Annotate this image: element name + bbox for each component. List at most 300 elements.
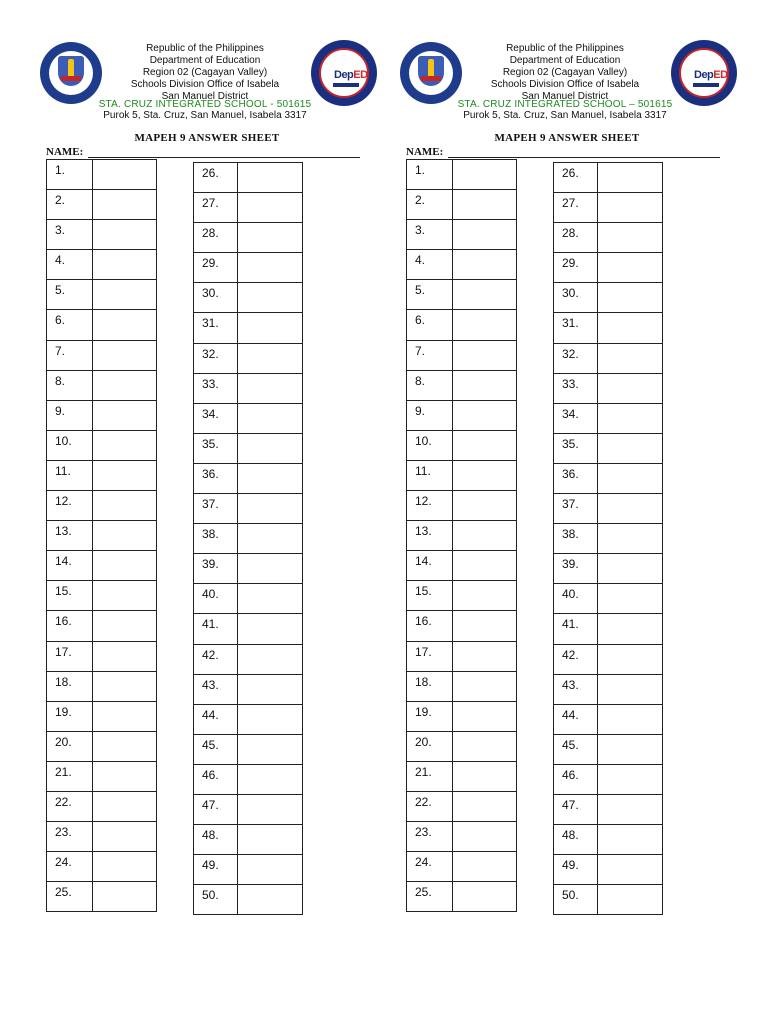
answer-row: [407, 671, 517, 701]
answer-row: [554, 584, 663, 614]
item-number: 15.: [47, 581, 93, 611]
item-number: 34.: [554, 403, 598, 433]
answer-row: [554, 855, 663, 885]
answer-box[interactable]: [453, 370, 517, 400]
answer-row: [407, 611, 517, 641]
answer-box[interactable]: [453, 280, 517, 310]
answer-box[interactable]: [598, 704, 663, 734]
name-line[interactable]: [88, 157, 360, 158]
item-number: 36.: [194, 463, 238, 493]
header-district: San Manuel District: [161, 91, 249, 102]
answer-row: [407, 701, 517, 731]
answer-box[interactable]: [93, 761, 157, 791]
answer-box[interactable]: [93, 791, 157, 821]
answer-row: [194, 494, 303, 524]
answer-row: [554, 764, 663, 794]
item-number: 31.: [554, 313, 598, 343]
answer-box[interactable]: [93, 671, 157, 701]
item-number: 38.: [554, 524, 598, 554]
item-number: 23.: [407, 822, 453, 852]
answer-box[interactable]: [598, 524, 663, 554]
name-label: NAME:: [406, 146, 444, 158]
answer-row: [47, 822, 157, 852]
header-division: Schools Division Office of Isabela: [130, 79, 280, 90]
answer-box[interactable]: [93, 611, 157, 641]
item-number: 23.: [47, 822, 93, 852]
header-division: Schools Division Office of Isabela: [490, 79, 640, 90]
answer-row: [554, 283, 663, 313]
answer-box[interactable]: [598, 253, 663, 283]
item-number: 46.: [194, 764, 238, 794]
answer-row: [47, 460, 157, 490]
answer-row: [554, 554, 663, 584]
school-seal-text: DepED: [694, 69, 728, 81]
item-number: 25.: [407, 882, 453, 912]
answer-box[interactable]: [453, 761, 517, 791]
item-number: 9.: [407, 400, 453, 430]
item-number: 32.: [554, 343, 598, 373]
answer-box[interactable]: [598, 494, 663, 524]
answer-box[interactable]: [93, 731, 157, 761]
item-number: 10.: [47, 430, 93, 460]
answer-box[interactable]: [93, 460, 157, 490]
item-number: 28.: [194, 223, 238, 253]
item-number: 22.: [47, 791, 93, 821]
answer-row: [47, 882, 157, 912]
item-number: 18.: [47, 671, 93, 701]
answer-row: [554, 223, 663, 253]
answer-box[interactable]: [238, 764, 303, 794]
answer-box[interactable]: [453, 460, 517, 490]
answer-row: [407, 160, 517, 190]
answer-row: [194, 223, 303, 253]
answer-box[interactable]: [453, 701, 517, 731]
name-field[interactable]: [46, 146, 360, 158]
answer-box[interactable]: [598, 373, 663, 403]
answer-box[interactable]: [93, 160, 157, 190]
answer-row: [194, 644, 303, 674]
answer-box[interactable]: [598, 614, 663, 644]
answer-row: [194, 193, 303, 223]
answer-row: [47, 611, 157, 641]
answer-box[interactable]: [238, 644, 303, 674]
answer-row: [407, 310, 517, 340]
answer-row: [194, 253, 303, 283]
item-number: 10.: [407, 430, 453, 460]
answer-box[interactable]: [598, 794, 663, 824]
answer-row: [194, 885, 303, 915]
answer-box[interactable]: [453, 521, 517, 551]
item-number: 43.: [194, 674, 238, 704]
answer-box[interactable]: [453, 551, 517, 581]
answer-box[interactable]: [238, 704, 303, 734]
answer-box[interactable]: [93, 641, 157, 671]
answer-box[interactable]: [93, 701, 157, 731]
answer-sheet-right: [360, 0, 744, 1024]
answer-box[interactable]: [598, 343, 663, 373]
item-number: 33.: [194, 373, 238, 403]
answer-row: [554, 885, 663, 915]
item-number: 14.: [407, 551, 453, 581]
item-number: 13.: [47, 521, 93, 551]
item-number: 8.: [47, 370, 93, 400]
answer-box[interactable]: [93, 521, 157, 551]
answer-row: [47, 190, 157, 220]
answer-box[interactable]: [93, 310, 157, 340]
item-number: 25.: [47, 882, 93, 912]
answer-box[interactable]: [453, 250, 517, 280]
answer-row: [554, 373, 663, 403]
answer-box[interactable]: [598, 223, 663, 253]
item-number: 4.: [407, 250, 453, 280]
answer-box[interactable]: [93, 340, 157, 370]
answer-row: [194, 825, 303, 855]
answer-box[interactable]: [238, 193, 303, 223]
answer-box[interactable]: [238, 855, 303, 885]
answer-row: [407, 491, 517, 521]
answer-row: [554, 614, 663, 644]
answer-box[interactable]: [238, 734, 303, 764]
answer-box[interactable]: [93, 581, 157, 611]
answer-row: [194, 463, 303, 493]
answer-box[interactable]: [238, 163, 303, 193]
item-number: 5.: [407, 280, 453, 310]
answer-row: [194, 163, 303, 193]
item-number: 21.: [407, 761, 453, 791]
item-number: 48.: [194, 825, 238, 855]
name-label: NAME:: [46, 146, 84, 158]
answer-box[interactable]: [598, 193, 663, 223]
answer-box[interactable]: [598, 554, 663, 584]
item-number: 6.: [407, 310, 453, 340]
answer-row: [47, 220, 157, 250]
answer-row: [407, 220, 517, 250]
item-number: 26.: [554, 163, 598, 193]
item-number: 29.: [194, 253, 238, 283]
school-seal-text: DepED: [334, 69, 368, 81]
answer-row: [554, 403, 663, 433]
answer-row: [194, 734, 303, 764]
answer-box[interactable]: [598, 734, 663, 764]
item-number: 44.: [554, 704, 598, 734]
item-number: 8.: [407, 370, 453, 400]
item-number: 1.: [47, 160, 93, 190]
answer-row: [47, 701, 157, 731]
item-number: 7.: [47, 340, 93, 370]
answer-row: [554, 734, 663, 764]
item-number: 3.: [47, 220, 93, 250]
answer-row: [554, 794, 663, 824]
answer-box[interactable]: [238, 524, 303, 554]
answer-row: [407, 400, 517, 430]
sheet-title: MAPEH 9 ANSWER SHEET: [494, 132, 640, 144]
item-number: 31.: [194, 313, 238, 343]
header-department: Department of Education: [149, 55, 261, 66]
answer-row: [47, 430, 157, 460]
answer-box[interactable]: [598, 674, 663, 704]
answer-row: [554, 193, 663, 223]
header-district: San Manuel District: [521, 91, 609, 102]
answer-box[interactable]: [598, 163, 663, 193]
answer-row: [554, 494, 663, 524]
answer-box[interactable]: [453, 220, 517, 250]
item-number: 41.: [554, 614, 598, 644]
answer-box[interactable]: [598, 463, 663, 493]
item-number: 50.: [554, 885, 598, 915]
item-number: 34.: [194, 403, 238, 433]
answer-box[interactable]: [93, 882, 157, 912]
item-number: 11.: [407, 460, 453, 490]
item-number: 37.: [554, 494, 598, 524]
answer-box[interactable]: [238, 554, 303, 584]
answer-box[interactable]: [453, 491, 517, 521]
answer-box[interactable]: [238, 494, 303, 524]
item-number: 35.: [554, 433, 598, 463]
item-number: 17.: [407, 641, 453, 671]
header-department: Department of Education: [509, 55, 621, 66]
header-address: Purok 5, Sta. Cruz, San Manuel, Isabela 3317: [103, 110, 307, 121]
answer-row: [554, 825, 663, 855]
answer-grid-26-50: [553, 162, 663, 915]
answer-box[interactable]: [93, 822, 157, 852]
answer-box[interactable]: [238, 794, 303, 824]
item-number: 20.: [407, 731, 453, 761]
answer-grid-26-50: [193, 162, 303, 915]
answer-row: [194, 855, 303, 885]
item-number: 27.: [194, 193, 238, 223]
name-field[interactable]: [406, 146, 720, 158]
answer-box[interactable]: [453, 430, 517, 460]
item-number: 39.: [554, 554, 598, 584]
item-number: 48.: [554, 825, 598, 855]
item-number: 12.: [407, 491, 453, 521]
answer-box[interactable]: [598, 764, 663, 794]
item-number: 35.: [194, 433, 238, 463]
item-number: 45.: [554, 734, 598, 764]
answer-row: [554, 644, 663, 674]
answer-box[interactable]: [93, 250, 157, 280]
item-number: 24.: [407, 852, 453, 882]
answer-box[interactable]: [93, 491, 157, 521]
answer-row: [194, 433, 303, 463]
answer-row: [407, 641, 517, 671]
answer-box[interactable]: [598, 433, 663, 463]
answer-row: [407, 280, 517, 310]
answer-box[interactable]: [453, 731, 517, 761]
answer-row: [47, 340, 157, 370]
answer-row: [407, 852, 517, 882]
answer-row: [47, 310, 157, 340]
item-number: 5.: [47, 280, 93, 310]
answer-box[interactable]: [93, 370, 157, 400]
answer-box[interactable]: [453, 882, 517, 912]
item-number: 2.: [47, 190, 93, 220]
answer-row: [47, 641, 157, 671]
header-republic: Republic of the Philippines: [146, 43, 264, 54]
header-school: STA. CRUZ INTEGRATED SCHOOL - 501615: [98, 99, 312, 110]
answer-box[interactable]: [93, 400, 157, 430]
item-number: 1.: [407, 160, 453, 190]
header-school: STA. CRUZ INTEGRATED SCHOOL – 501615: [457, 99, 673, 110]
answer-row: [554, 674, 663, 704]
answer-row: [554, 524, 663, 554]
answer-row: [194, 704, 303, 734]
answer-box[interactable]: [453, 310, 517, 340]
item-number: 2.: [407, 190, 453, 220]
item-number: 16.: [407, 611, 453, 641]
item-number: 38.: [194, 524, 238, 554]
answer-row: [194, 403, 303, 433]
item-number: 49.: [554, 855, 598, 885]
answer-row: [194, 614, 303, 644]
item-number: 46.: [554, 764, 598, 794]
answer-box[interactable]: [238, 885, 303, 915]
answer-row: [407, 190, 517, 220]
answer-box[interactable]: [238, 674, 303, 704]
answer-box[interactable]: [598, 283, 663, 313]
answer-box[interactable]: [238, 223, 303, 253]
item-number: 40.: [554, 584, 598, 614]
item-number: 42.: [554, 644, 598, 674]
answer-box[interactable]: [238, 283, 303, 313]
item-number: 13.: [407, 521, 453, 551]
answer-box[interactable]: [598, 403, 663, 433]
answer-row: [194, 313, 303, 343]
answer-row: [194, 674, 303, 704]
answer-box[interactable]: [598, 644, 663, 674]
item-number: 49.: [194, 855, 238, 885]
item-number: 15.: [407, 581, 453, 611]
answer-row: [407, 370, 517, 400]
answer-box[interactable]: [93, 220, 157, 250]
answer-box[interactable]: [93, 852, 157, 882]
item-number: 30.: [554, 283, 598, 313]
item-number: 21.: [47, 761, 93, 791]
answer-row: [47, 852, 157, 882]
answer-box[interactable]: [598, 313, 663, 343]
answer-box[interactable]: [453, 791, 517, 821]
header-region: Region 02 (Cagayan Valley): [142, 67, 268, 78]
answer-row: [47, 250, 157, 280]
answer-row: [554, 343, 663, 373]
answer-row: [554, 163, 663, 193]
answer-row: [554, 313, 663, 343]
answer-row: [407, 581, 517, 611]
answer-box[interactable]: [238, 373, 303, 403]
item-number: 30.: [194, 283, 238, 313]
answer-row: [47, 581, 157, 611]
answer-row: [47, 791, 157, 821]
answer-box[interactable]: [453, 400, 517, 430]
answer-box[interactable]: [238, 313, 303, 343]
answer-row: [407, 551, 517, 581]
answer-row: [554, 433, 663, 463]
answer-row: [47, 521, 157, 551]
item-number: 12.: [47, 491, 93, 521]
item-number: 45.: [194, 734, 238, 764]
answer-grid-1-25: [46, 159, 157, 912]
answer-row: [194, 373, 303, 403]
answer-box[interactable]: [598, 885, 663, 915]
item-number: 17.: [47, 641, 93, 671]
item-number: 6.: [47, 310, 93, 340]
item-number: 19.: [407, 701, 453, 731]
answer-box[interactable]: [453, 340, 517, 370]
item-number: 32.: [194, 343, 238, 373]
answer-box[interactable]: [93, 551, 157, 581]
item-number: 47.: [554, 794, 598, 824]
answer-box[interactable]: [238, 614, 303, 644]
answer-box[interactable]: [93, 430, 157, 460]
item-number: 19.: [47, 701, 93, 731]
answer-row: [194, 524, 303, 554]
answer-box[interactable]: [93, 280, 157, 310]
answer-row: [47, 280, 157, 310]
item-number: 39.: [194, 554, 238, 584]
item-number: 27.: [554, 193, 598, 223]
item-number: 3.: [407, 220, 453, 250]
answer-box[interactable]: [453, 671, 517, 701]
answer-box[interactable]: [453, 160, 517, 190]
answer-box[interactable]: [453, 641, 517, 671]
item-number: 11.: [47, 460, 93, 490]
answer-box[interactable]: [238, 584, 303, 614]
answer-box[interactable]: [238, 253, 303, 283]
answer-box[interactable]: [598, 855, 663, 885]
answer-box[interactable]: [238, 403, 303, 433]
answer-row: [47, 551, 157, 581]
answer-box[interactable]: [453, 190, 517, 220]
item-number: 42.: [194, 644, 238, 674]
item-number: 44.: [194, 704, 238, 734]
item-number: 16.: [47, 611, 93, 641]
answer-row: [407, 822, 517, 852]
answer-box[interactable]: [453, 822, 517, 852]
answer-row: [407, 791, 517, 821]
answer-box[interactable]: [238, 433, 303, 463]
item-number: 9.: [47, 400, 93, 430]
item-number: 20.: [47, 731, 93, 761]
answer-row: [47, 370, 157, 400]
item-number: 43.: [554, 674, 598, 704]
answer-box[interactable]: [598, 825, 663, 855]
item-number: 18.: [407, 671, 453, 701]
header-republic: Republic of the Philippines: [506, 43, 624, 54]
answer-box[interactable]: [238, 343, 303, 373]
answer-box[interactable]: [598, 584, 663, 614]
item-number: 36.: [554, 463, 598, 493]
answer-box[interactable]: [453, 852, 517, 882]
answer-box[interactable]: [238, 463, 303, 493]
answer-box[interactable]: [93, 190, 157, 220]
item-number: 7.: [407, 340, 453, 370]
item-number: 50.: [194, 885, 238, 915]
answer-row: [554, 704, 663, 734]
answer-box[interactable]: [453, 581, 517, 611]
sheet-title: MAPEH 9 ANSWER SHEET: [134, 132, 280, 144]
item-number: 24.: [47, 852, 93, 882]
answer-box[interactable]: [238, 825, 303, 855]
answer-row: [407, 250, 517, 280]
name-line[interactable]: [448, 157, 720, 158]
answer-row: [47, 160, 157, 190]
item-number: 4.: [47, 250, 93, 280]
answer-row: [47, 491, 157, 521]
answer-row: [407, 882, 517, 912]
school-seal-icon: [671, 40, 737, 106]
answer-box[interactable]: [453, 611, 517, 641]
answer-row: [47, 400, 157, 430]
